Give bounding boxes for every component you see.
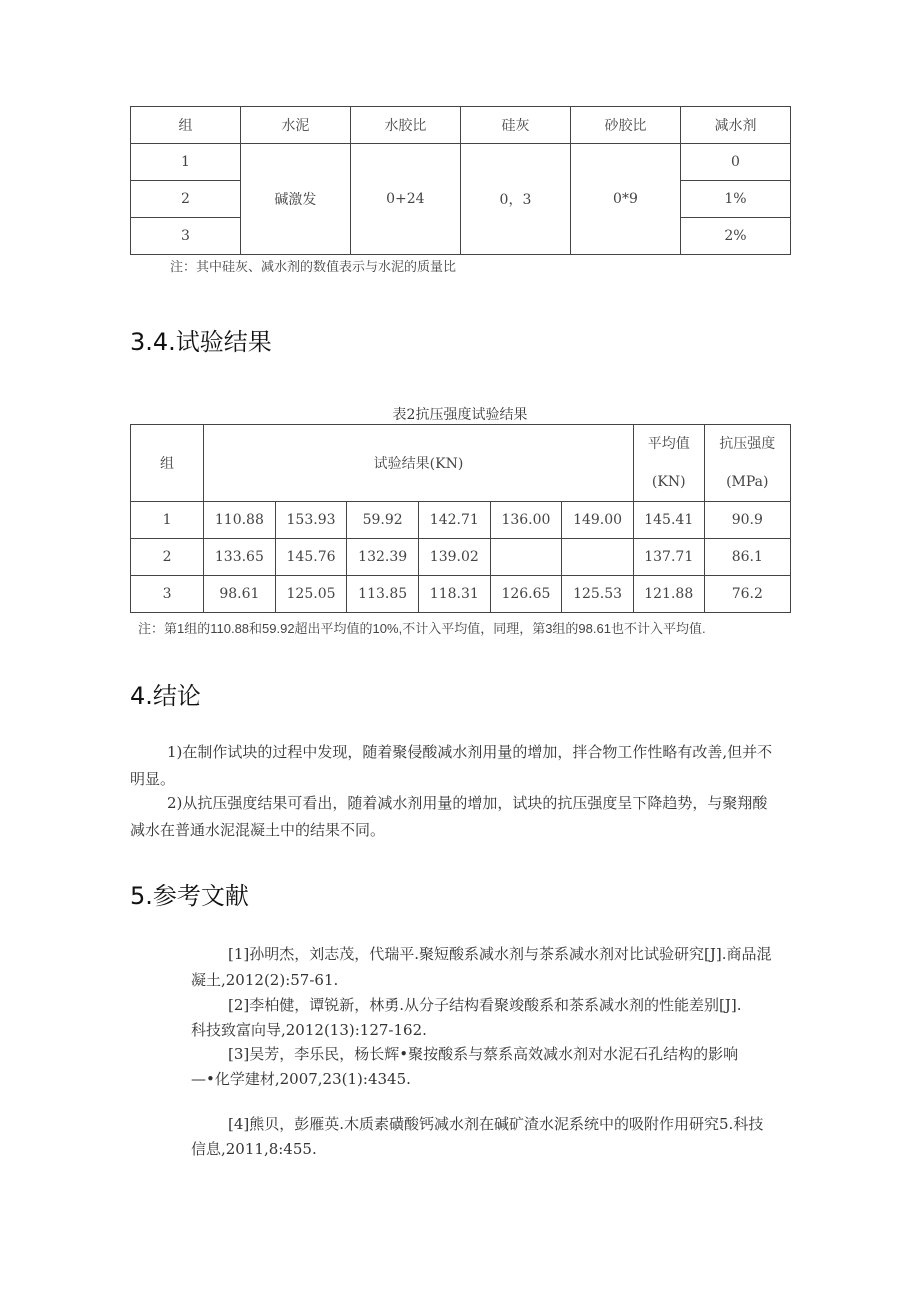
header-cell: 水胶比 (350, 107, 460, 144)
reference-3-line2: —•化学建材,2007,23(1):4345. (191, 1070, 411, 1088)
header-strength-line2: (MPa) (726, 474, 769, 490)
reducer-cell: 0 (680, 144, 790, 181)
section-heading-3-4: 3.4.试验结果 (130, 328, 272, 356)
header-cell: 试验结果(KN) (204, 425, 634, 502)
header-cell: 组 (131, 107, 241, 144)
reducer-cell: 1% (680, 181, 790, 218)
conclusion-1-line2: 明显。 (130, 770, 176, 788)
group-cell: 3 (131, 576, 204, 613)
result-cell: 98.61 (204, 576, 276, 613)
avg-cell: 121.88 (633, 576, 704, 613)
reference-1-line2: 凝土,2012(2):57-61. (191, 971, 339, 989)
mix-proportion-table (130, 106, 791, 255)
avg-cell: 145.41 (633, 502, 704, 539)
header-strength-line1: 抗压强度 (719, 436, 776, 452)
section-heading-5: 5.参考文献 (130, 882, 249, 910)
strength-cell: 86.1 (704, 539, 790, 576)
silica-fume-cell: 0，3 (460, 144, 570, 255)
reference-1-line1: [1]孙明杰，刘志茂，代瑞平.聚短酸系减水剂与茶系减水剂对比试验研究[J].商品混 (228, 945, 772, 963)
conclusion-1-line1: 1)在制作试块的过程中发现，随着聚侵酸减水剂用量的增加，拌合物工作性略有改善,但并不 (167, 743, 773, 761)
header-cell: 水泥 (240, 107, 350, 144)
sand-ratio-cell: 0*9 (570, 144, 680, 255)
wb-ratio-cell: 0+24 (350, 144, 460, 255)
result-cell: 110.88 (204, 502, 276, 539)
result-cell: 142.71 (418, 502, 490, 539)
group-cell: 2 (131, 539, 204, 576)
result-cell: 126.65 (490, 576, 562, 613)
result-cell (490, 539, 562, 576)
table-header-row (131, 107, 791, 144)
header-avg-cell (633, 425, 704, 502)
header-avg-line1: 平均值 (647, 436, 690, 452)
reducer-cell: 2% (680, 218, 790, 255)
cement-cell: 碱激发 (240, 144, 350, 255)
result-cell: 149.00 (562, 502, 634, 539)
table-row (131, 539, 791, 576)
reference-2-line2: 科技致富向导,2012(13):127-162. (191, 1021, 427, 1039)
table1-note: 注：其中硅灰、减水剂的数值表示与水泥的质量比 (170, 260, 457, 275)
result-cell: 125.05 (275, 576, 347, 613)
reference-4-line2: 信息,2011,8:455. (191, 1140, 317, 1158)
compressive-strength-table (130, 424, 791, 613)
group-cell: 3 (131, 218, 241, 255)
group-cell: 2 (131, 181, 241, 218)
result-cell: 139.02 (418, 539, 490, 576)
result-cell: 59.92 (347, 502, 419, 539)
reference-3-line1: [3]吴芳，李乐民，杨长辉•聚按酸系与蔡系高效减水剂对水泥石孔结构的影响 (228, 1045, 739, 1063)
result-cell: 132.39 (347, 539, 419, 576)
group-cell: 1 (131, 502, 204, 539)
result-cell: 113.85 (347, 576, 419, 613)
table2-caption: 表2抗压强度试验结果 (392, 407, 528, 423)
result-cell: 136.00 (490, 502, 562, 539)
strength-cell: 90.9 (704, 502, 790, 539)
section-heading-4: 4.结论 (130, 682, 201, 710)
header-avg-line2: (KN) (651, 474, 686, 490)
table-row (131, 576, 791, 613)
strength-cell: 76.2 (704, 576, 790, 613)
result-cell: 118.31 (418, 576, 490, 613)
conclusion-2-line1: 2)从抗压强度结果可看出，随着减水剂用量的增加，试块的抗压强度呈下降趋势，与聚翔酸 (167, 794, 768, 812)
header-cell: 砂胶比 (570, 107, 680, 144)
result-cell: 125.53 (562, 576, 634, 613)
result-cell: 133.65 (204, 539, 276, 576)
avg-cell: 137.71 (633, 539, 704, 576)
result-cell: 153.93 (275, 502, 347, 539)
result-cell (562, 539, 634, 576)
reference-4-line1: [4]熊贝，彭雁英.木质素磺酸钙减水剂在碱矿渣水泥系统中的吸附作用研究5.科技 (228, 1115, 764, 1133)
header-cell: 组 (131, 425, 204, 502)
conclusion-2-line2: 减水在普通水泥混凝土中的结果不同。 (130, 821, 386, 839)
header-strength-cell (704, 425, 790, 502)
group-cell: 1 (131, 144, 241, 181)
table-row (131, 144, 791, 181)
header-cell: 硅灰 (460, 107, 570, 144)
table-row (131, 502, 791, 539)
reference-2-line1: [2]李柏健，谭锐新，林勇.从分子结构看聚竣酸系和茶系减水剂的性能差别[J]. (228, 996, 742, 1014)
table2-note: 注：第1组的110.88和59.92超出平均值的10%,不计入平均值，同理，第3组的98.61也不计入平均值. (138, 621, 706, 636)
table-header-row (131, 425, 791, 502)
header-cell: 减水剂 (680, 107, 790, 144)
result-cell: 145.76 (275, 539, 347, 576)
